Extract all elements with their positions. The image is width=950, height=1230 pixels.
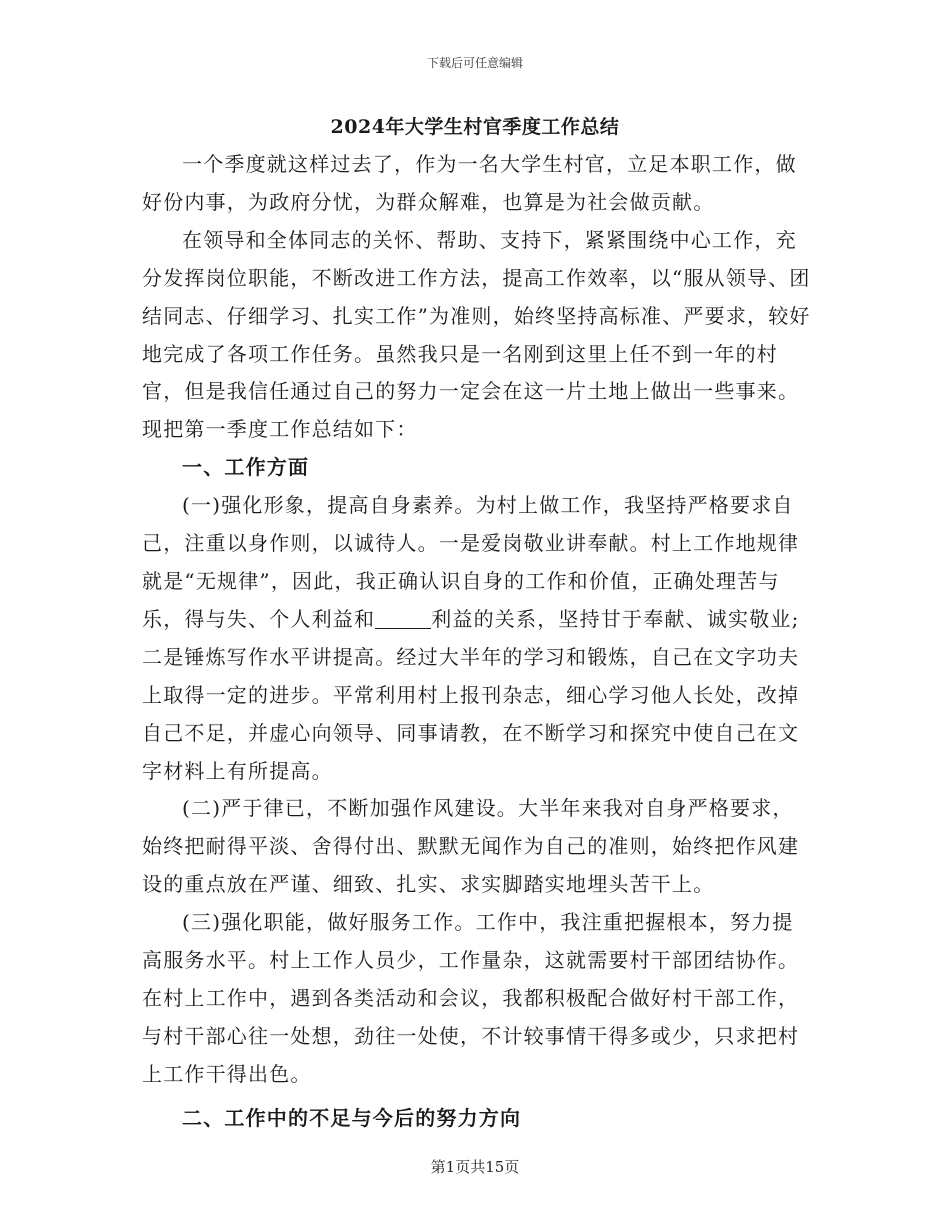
paragraph-item-1-part-b: 利益的关系，坚持甘于奉献、诚实敬业;二是锤炼写作水平讲提高。经过大半年的学习和锻炼，自己在文字功夫上取得一定的进步。平常利用村上报刊杂志，细心学习他人长处，改掉自己不足，并虚心向领导、同事请教，在不断学习和探究中使自己在文字材料上有所提高。: [142, 606, 800, 783]
document-title: 2024年大学生村官季度工作总结: [330, 116, 620, 138]
document-body: [142, 146, 812, 1138]
section-heading-shortcomings: 二、工作中的不足与今后的努力方向: [182, 1105, 522, 1130]
page-number-footer: 第1页共15页: [430, 1158, 520, 1176]
section-heading-work: 一、工作方面: [182, 455, 310, 480]
paragraph-item-2: (二)严于律已，不断加强作风建设。大半年来我对自身严格要求，始终把耐得平淡、舍得付出、默默无闻作为自己的准则，始终把作风建设的重点放在严谨、细致、扎实、求实脚踏实地埋头苦干上。: [142, 796, 800, 897]
paragraph-item-1-part-a: (一)强化形象，提高自身素养。为村上做工作，我坚持严格要求自己，注重以身作则，以诚待人。一是爱岗敬业讲奉献。村上工作地规律就是“无规律”，因此，我正确认识自身的工作和价值，正确处理苦与乐，得与失、个人利益和: [142, 493, 800, 631]
paragraph-item-3: (三)强化职能，做好服务工作。工作中，我注重把握根本，努力提高服务水平。村上工作人员少，工作量杂，这就需要村干部团结协作。在村上工作中，遇到各类活动和会议，我都积极配合做好村干部工作，与村干部心往一处想，劲往一处使，不计较事情干得多或少，只求把村上工作干得出色。: [142, 910, 800, 1086]
paragraph-item-1: [142, 487, 812, 790]
header-note: 下载后可任意编辑: [426, 56, 523, 70]
paragraph-intro: 一个季度就这样过去了，作为一名大学生村官，立足本职工作，做好份内事，为政府分忧，为群众解难，也算是为社会做贡献。: [142, 152, 797, 214]
paragraph-overview: 在领导和全体同志的关怀、帮助、支持下，紧紧围绕中心工作，充分发挥岗位职能，不断改进工作方法，提高工作效率，以“服从领导、团结同志、仔细学习、扎实工作”为准则，始终坚持高标准、严要求，较好地完成了各项工作任务。虽然我只是一名刚到这里上任不到一年的村官，但是我信任通过自己的努力一定会在这一片土地上做出一些事来。现把第一季度工作总结如下：: [142, 227, 811, 442]
fill-in-blank: [375, 627, 431, 629]
